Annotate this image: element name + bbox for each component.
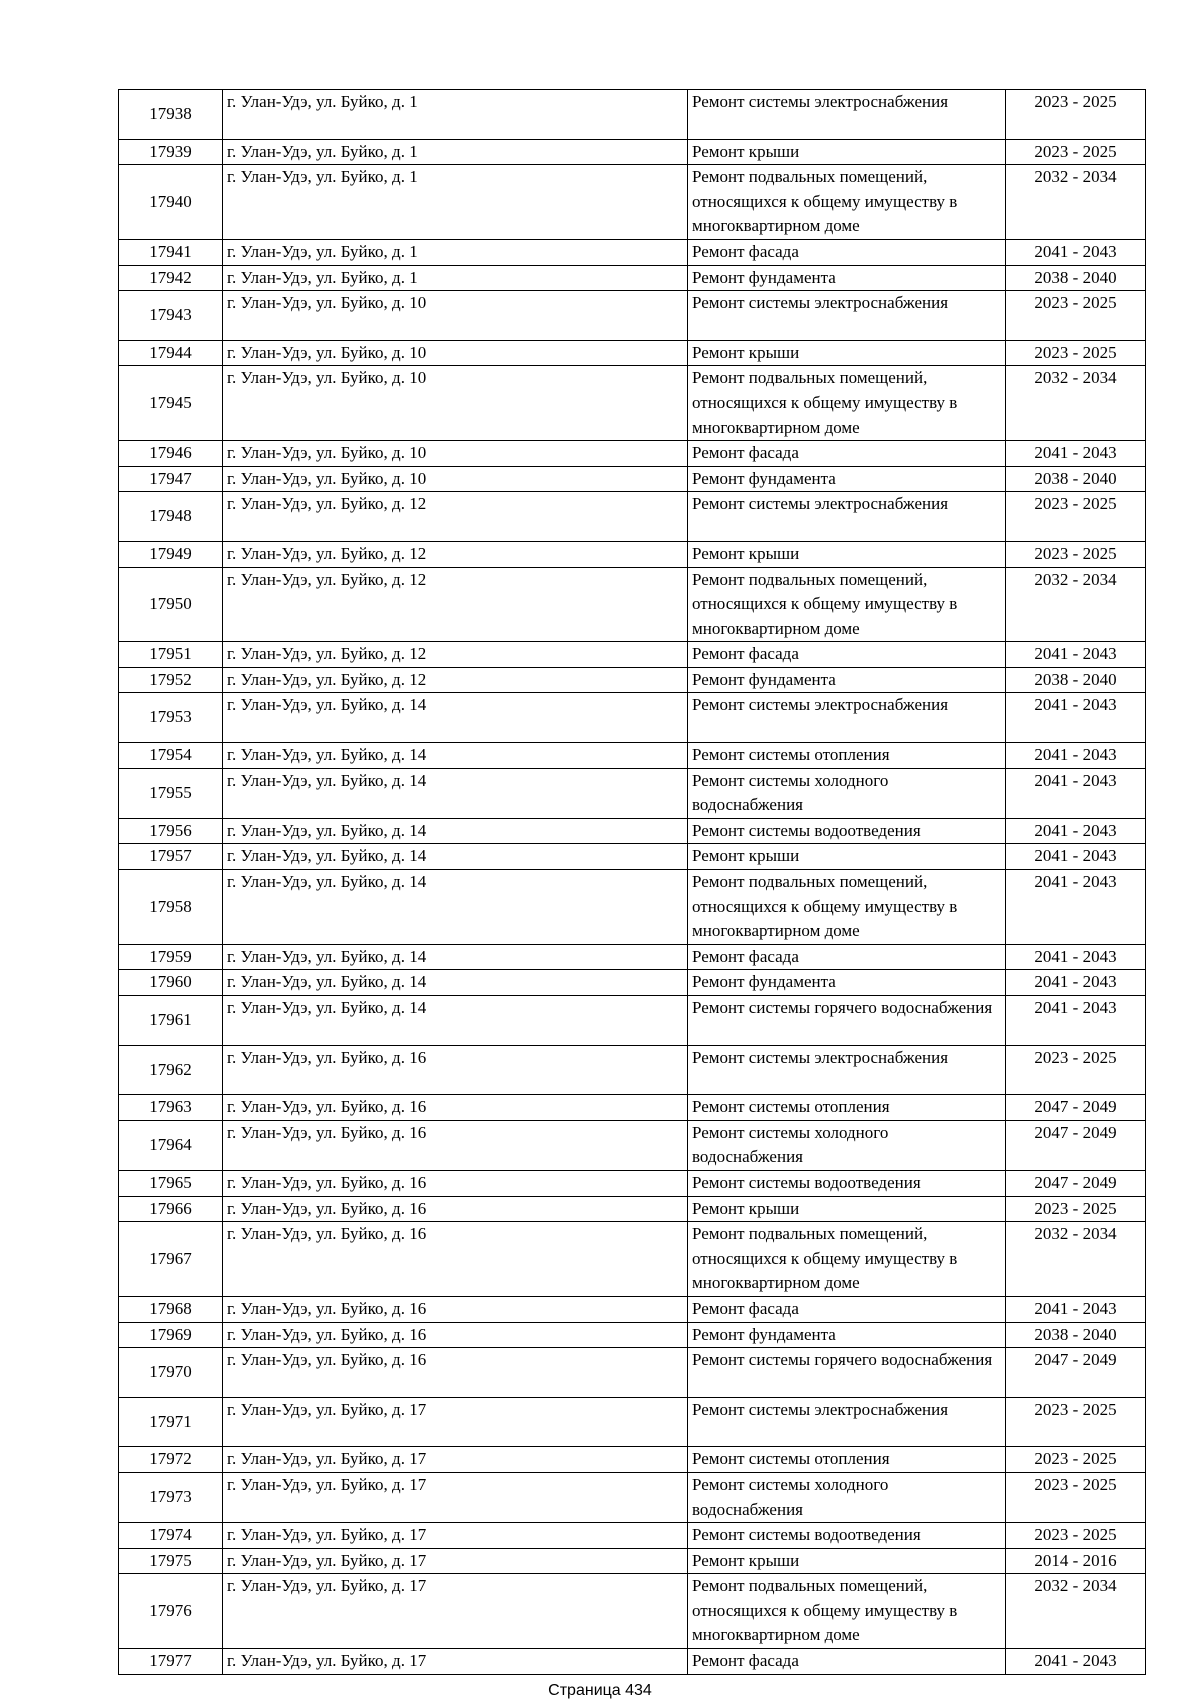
period-cell: 2038 - 2040 (1006, 667, 1146, 693)
period-cell: 2041 - 2043 (1006, 1649, 1146, 1675)
table-row (119, 239, 1146, 265)
address-cell: г. Улан-Удэ, ул. Буйко, д. 17 (223, 1548, 688, 1574)
row-number: 17956 (119, 818, 223, 844)
work-type-cell: Ремонт фасада (688, 441, 1006, 467)
table-row (119, 340, 1146, 366)
period-cell: 2041 - 2043 (1006, 441, 1146, 467)
address-cell: г. Улан-Удэ, ул. Буйко, д. 16 (223, 1095, 688, 1121)
row-number: 17938 (119, 90, 223, 140)
period-cell: 2041 - 2043 (1006, 743, 1146, 769)
work-type-cell: Ремонт системы водоотведения (688, 1523, 1006, 1549)
work-type-cell: Ремонт системы водоотведения (688, 1170, 1006, 1196)
work-type-cell: Ремонт системы водоотведения (688, 818, 1006, 844)
table-row (119, 492, 1146, 542)
period-cell: 2047 - 2049 (1006, 1095, 1146, 1121)
period-cell: 2041 - 2043 (1006, 642, 1146, 668)
work-type-cell: Ремонт крыши (688, 844, 1006, 870)
address-cell: г. Улан-Удэ, ул. Буйко, д. 16 (223, 1045, 688, 1095)
work-type-cell: Ремонт фундамента (688, 667, 1006, 693)
row-number: 17963 (119, 1095, 223, 1121)
row-number: 17955 (119, 768, 223, 818)
row-number: 17943 (119, 291, 223, 341)
row-number: 17965 (119, 1170, 223, 1196)
address-cell: г. Улан-Удэ, ул. Буйко, д. 14 (223, 693, 688, 743)
row-number: 17977 (119, 1649, 223, 1675)
period-cell: 2047 - 2049 (1006, 1170, 1146, 1196)
address-cell: г. Улан-Удэ, ул. Буйко, д. 16 (223, 1170, 688, 1196)
table-row (119, 291, 1146, 341)
work-type-cell: Ремонт подвальных помещений, относящихся к общему имуществу в многоквартирном доме (688, 870, 1006, 945)
row-number: 17960 (119, 970, 223, 996)
period-cell: 2041 - 2043 (1006, 870, 1146, 945)
address-cell: г. Улан-Удэ, ул. Буйко, д. 10 (223, 340, 688, 366)
table-row (119, 996, 1146, 1046)
period-cell: 2047 - 2049 (1006, 1120, 1146, 1170)
work-type-cell: Ремонт системы холодного водоснабжения (688, 1472, 1006, 1522)
row-number: 17952 (119, 667, 223, 693)
table-row (119, 743, 1146, 769)
work-type-cell: Ремонт системы отопления (688, 743, 1006, 769)
address-cell: г. Улан-Удэ, ул. Буйко, д. 14 (223, 944, 688, 970)
table-row (119, 165, 1146, 240)
table-row (119, 1322, 1146, 1348)
address-cell: г. Улан-Удэ, ул. Буйко, д. 10 (223, 466, 688, 492)
table-row (119, 844, 1146, 870)
table-row (119, 768, 1146, 818)
period-cell: 2023 - 2025 (1006, 90, 1146, 140)
work-type-cell: Ремонт системы горячего водоснабжения (688, 1348, 1006, 1398)
row-number: 17966 (119, 1196, 223, 1222)
table-row (119, 970, 1146, 996)
address-cell: г. Улан-Удэ, ул. Буйко, д. 17 (223, 1447, 688, 1473)
table-row (119, 693, 1146, 743)
address-cell: г. Улан-Удэ, ул. Буйко, д. 14 (223, 743, 688, 769)
address-cell: г. Улан-Удэ, ул. Буйко, д. 12 (223, 541, 688, 567)
table-row (119, 1296, 1146, 1322)
work-type-cell: Ремонт подвальных помещений, относящихся к общему имуществу в многоквартирном доме (688, 1222, 1006, 1297)
row-number: 17969 (119, 1322, 223, 1348)
work-type-cell: Ремонт системы электроснабжения (688, 90, 1006, 140)
row-number: 17954 (119, 743, 223, 769)
address-cell: г. Улан-Удэ, ул. Буйко, д. 12 (223, 492, 688, 542)
period-cell: 2023 - 2025 (1006, 1472, 1146, 1522)
table-row (119, 265, 1146, 291)
work-type-cell: Ремонт фасада (688, 239, 1006, 265)
period-cell: 2032 - 2034 (1006, 1574, 1146, 1649)
period-cell: 2023 - 2025 (1006, 1523, 1146, 1549)
work-type-cell: Ремонт системы холодного водоснабжения (688, 1120, 1006, 1170)
row-number: 17950 (119, 567, 223, 642)
row-number: 17961 (119, 996, 223, 1046)
address-cell: г. Улан-Удэ, ул. Буйко, д. 16 (223, 1322, 688, 1348)
row-number: 17976 (119, 1574, 223, 1649)
work-type-cell: Ремонт фасада (688, 1296, 1006, 1322)
period-cell: 2023 - 2025 (1006, 1045, 1146, 1095)
row-number: 17959 (119, 944, 223, 970)
work-type-cell: Ремонт системы горячего водоснабжения (688, 996, 1006, 1046)
row-number: 17941 (119, 239, 223, 265)
work-type-cell: Ремонт подвальных помещений, относящихся к общему имуществу в многоквартирном доме (688, 366, 1006, 441)
row-number: 17970 (119, 1348, 223, 1398)
row-number: 17964 (119, 1120, 223, 1170)
row-number: 17973 (119, 1472, 223, 1522)
row-number: 17945 (119, 366, 223, 441)
address-cell: г. Улан-Удэ, ул. Буйко, д. 14 (223, 970, 688, 996)
work-type-cell: Ремонт крыши (688, 340, 1006, 366)
address-cell: г. Улан-Удэ, ул. Буйко, д. 12 (223, 667, 688, 693)
address-cell: г. Улан-Удэ, ул. Буйко, д. 1 (223, 139, 688, 165)
row-number: 17967 (119, 1222, 223, 1297)
address-cell: г. Улан-Удэ, ул. Буйко, д. 14 (223, 818, 688, 844)
address-cell: г. Улан-Удэ, ул. Буйко, д. 17 (223, 1472, 688, 1522)
address-cell: г. Улан-Удэ, ул. Буйко, д. 16 (223, 1348, 688, 1398)
work-type-cell: Ремонт системы электроснабжения (688, 1397, 1006, 1447)
work-type-cell: Ремонт системы отопления (688, 1095, 1006, 1121)
address-cell: г. Улан-Удэ, ул. Буйко, д. 14 (223, 870, 688, 945)
row-number: 17972 (119, 1447, 223, 1473)
address-cell: г. Улан-Удэ, ул. Буйко, д. 10 (223, 441, 688, 467)
table-row (119, 366, 1146, 441)
repair-schedule-table (118, 89, 1146, 1675)
period-cell: 2041 - 2043 (1006, 996, 1146, 1046)
table-row (119, 1045, 1146, 1095)
table-row (119, 1548, 1146, 1574)
row-number: 17947 (119, 466, 223, 492)
address-cell: г. Улан-Удэ, ул. Буйко, д. 12 (223, 642, 688, 668)
table-row (119, 1574, 1146, 1649)
row-number: 17939 (119, 139, 223, 165)
period-cell: 2023 - 2025 (1006, 541, 1146, 567)
work-type-cell: Ремонт системы электроснабжения (688, 1045, 1006, 1095)
table-row (119, 818, 1146, 844)
table-row (119, 541, 1146, 567)
work-type-cell: Ремонт крыши (688, 1548, 1006, 1574)
table-row (119, 1523, 1146, 1549)
period-cell: 2032 - 2034 (1006, 366, 1146, 441)
table-row (119, 1196, 1146, 1222)
period-cell: 2023 - 2025 (1006, 1196, 1146, 1222)
work-type-cell: Ремонт крыши (688, 1196, 1006, 1222)
address-cell: г. Улан-Удэ, ул. Буйко, д. 17 (223, 1523, 688, 1549)
period-cell: 2023 - 2025 (1006, 291, 1146, 341)
table-row (119, 139, 1146, 165)
row-number: 17953 (119, 693, 223, 743)
table-row (119, 1447, 1146, 1473)
row-number: 17951 (119, 642, 223, 668)
period-cell: 2041 - 2043 (1006, 239, 1146, 265)
table-row (119, 441, 1146, 467)
address-cell: г. Улан-Удэ, ул. Буйко, д. 14 (223, 844, 688, 870)
row-number: 17957 (119, 844, 223, 870)
work-type-cell: Ремонт системы холодного водоснабжения (688, 768, 1006, 818)
table-row (119, 667, 1146, 693)
table-row (119, 466, 1146, 492)
period-cell: 2023 - 2025 (1006, 1447, 1146, 1473)
work-type-cell: Ремонт системы электроснабжения (688, 291, 1006, 341)
period-cell: 2023 - 2025 (1006, 1397, 1146, 1447)
address-cell: г. Улан-Удэ, ул. Буйко, д. 1 (223, 165, 688, 240)
period-cell: 2038 - 2040 (1006, 265, 1146, 291)
row-number: 17948 (119, 492, 223, 542)
work-type-cell: Ремонт фундамента (688, 970, 1006, 996)
period-cell: 2041 - 2043 (1006, 818, 1146, 844)
row-number: 17949 (119, 541, 223, 567)
period-cell: 2023 - 2025 (1006, 492, 1146, 542)
table-row (119, 944, 1146, 970)
table-row (119, 1095, 1146, 1121)
period-cell: 2041 - 2043 (1006, 944, 1146, 970)
work-type-cell: Ремонт фундамента (688, 265, 1006, 291)
work-type-cell: Ремонт системы электроснабжения (688, 492, 1006, 542)
table-row (119, 1472, 1146, 1522)
period-cell: 2041 - 2043 (1006, 693, 1146, 743)
table-row (119, 1120, 1146, 1170)
period-cell: 2032 - 2034 (1006, 165, 1146, 240)
row-number: 17946 (119, 441, 223, 467)
period-cell: 2032 - 2034 (1006, 567, 1146, 642)
work-type-cell: Ремонт фасада (688, 1649, 1006, 1675)
address-cell: г. Улан-Удэ, ул. Буйко, д. 1 (223, 90, 688, 140)
period-cell: 2047 - 2049 (1006, 1348, 1146, 1398)
row-number: 17942 (119, 265, 223, 291)
table-body (119, 90, 1146, 1675)
period-cell: 2014 - 2016 (1006, 1548, 1146, 1574)
address-cell: г. Улан-Удэ, ул. Буйко, д. 17 (223, 1397, 688, 1447)
period-cell: 2038 - 2040 (1006, 466, 1146, 492)
work-type-cell: Ремонт фундамента (688, 466, 1006, 492)
address-cell: г. Улан-Удэ, ул. Буйко, д. 17 (223, 1649, 688, 1675)
address-cell: г. Улан-Удэ, ул. Буйко, д. 16 (223, 1120, 688, 1170)
table-row (119, 1397, 1146, 1447)
work-type-cell: Ремонт фундамента (688, 1322, 1006, 1348)
period-cell: 2041 - 2043 (1006, 768, 1146, 818)
work-type-cell: Ремонт системы отопления (688, 1447, 1006, 1473)
period-cell: 2032 - 2034 (1006, 1222, 1146, 1297)
period-cell: 2038 - 2040 (1006, 1322, 1146, 1348)
address-cell: г. Улан-Удэ, ул. Буйко, д. 17 (223, 1574, 688, 1649)
row-number: 17940 (119, 165, 223, 240)
work-type-cell: Ремонт подвальных помещений, относящихся к общему имуществу в многоквартирном доме (688, 165, 1006, 240)
work-type-cell: Ремонт крыши (688, 139, 1006, 165)
table-row (119, 1222, 1146, 1297)
work-type-cell: Ремонт крыши (688, 541, 1006, 567)
row-number: 17968 (119, 1296, 223, 1322)
address-cell: г. Улан-Удэ, ул. Буйко, д. 16 (223, 1196, 688, 1222)
period-cell: 2023 - 2025 (1006, 340, 1146, 366)
work-type-cell: Ремонт фасада (688, 642, 1006, 668)
work-type-cell: Ремонт подвальных помещений, относящихся к общему имуществу в многоквартирном доме (688, 567, 1006, 642)
table-row (119, 870, 1146, 945)
row-number: 17971 (119, 1397, 223, 1447)
address-cell: г. Улан-Удэ, ул. Буйко, д. 16 (223, 1296, 688, 1322)
table-row (119, 90, 1146, 140)
period-cell: 2041 - 2043 (1006, 844, 1146, 870)
work-type-cell: Ремонт системы электроснабжения (688, 693, 1006, 743)
table-row (119, 1170, 1146, 1196)
period-cell: 2041 - 2043 (1006, 970, 1146, 996)
row-number: 17962 (119, 1045, 223, 1095)
table-row (119, 567, 1146, 642)
address-cell: г. Улан-Удэ, ул. Буйко, д. 10 (223, 291, 688, 341)
row-number: 17974 (119, 1523, 223, 1549)
row-number: 17944 (119, 340, 223, 366)
table-row (119, 1649, 1146, 1675)
address-cell: г. Улан-Удэ, ул. Буйко, д. 16 (223, 1222, 688, 1297)
address-cell: г. Улан-Удэ, ул. Буйко, д. 1 (223, 239, 688, 265)
address-cell: г. Улан-Удэ, ул. Буйко, д. 1 (223, 265, 688, 291)
page-number: Страница 434 (548, 1682, 652, 1699)
period-cell: 2023 - 2025 (1006, 139, 1146, 165)
row-number: 17958 (119, 870, 223, 945)
period-cell: 2041 - 2043 (1006, 1296, 1146, 1322)
address-cell: г. Улан-Удэ, ул. Буйко, д. 10 (223, 366, 688, 441)
work-type-cell: Ремонт фасада (688, 944, 1006, 970)
row-number: 17975 (119, 1548, 223, 1574)
address-cell: г. Улан-Удэ, ул. Буйко, д. 12 (223, 567, 688, 642)
work-type-cell: Ремонт подвальных помещений, относящихся к общему имуществу в многоквартирном доме (688, 1574, 1006, 1649)
address-cell: г. Улан-Удэ, ул. Буйко, д. 14 (223, 768, 688, 818)
table-row (119, 1348, 1146, 1398)
table-row (119, 642, 1146, 668)
address-cell: г. Улан-Удэ, ул. Буйко, д. 14 (223, 996, 688, 1046)
